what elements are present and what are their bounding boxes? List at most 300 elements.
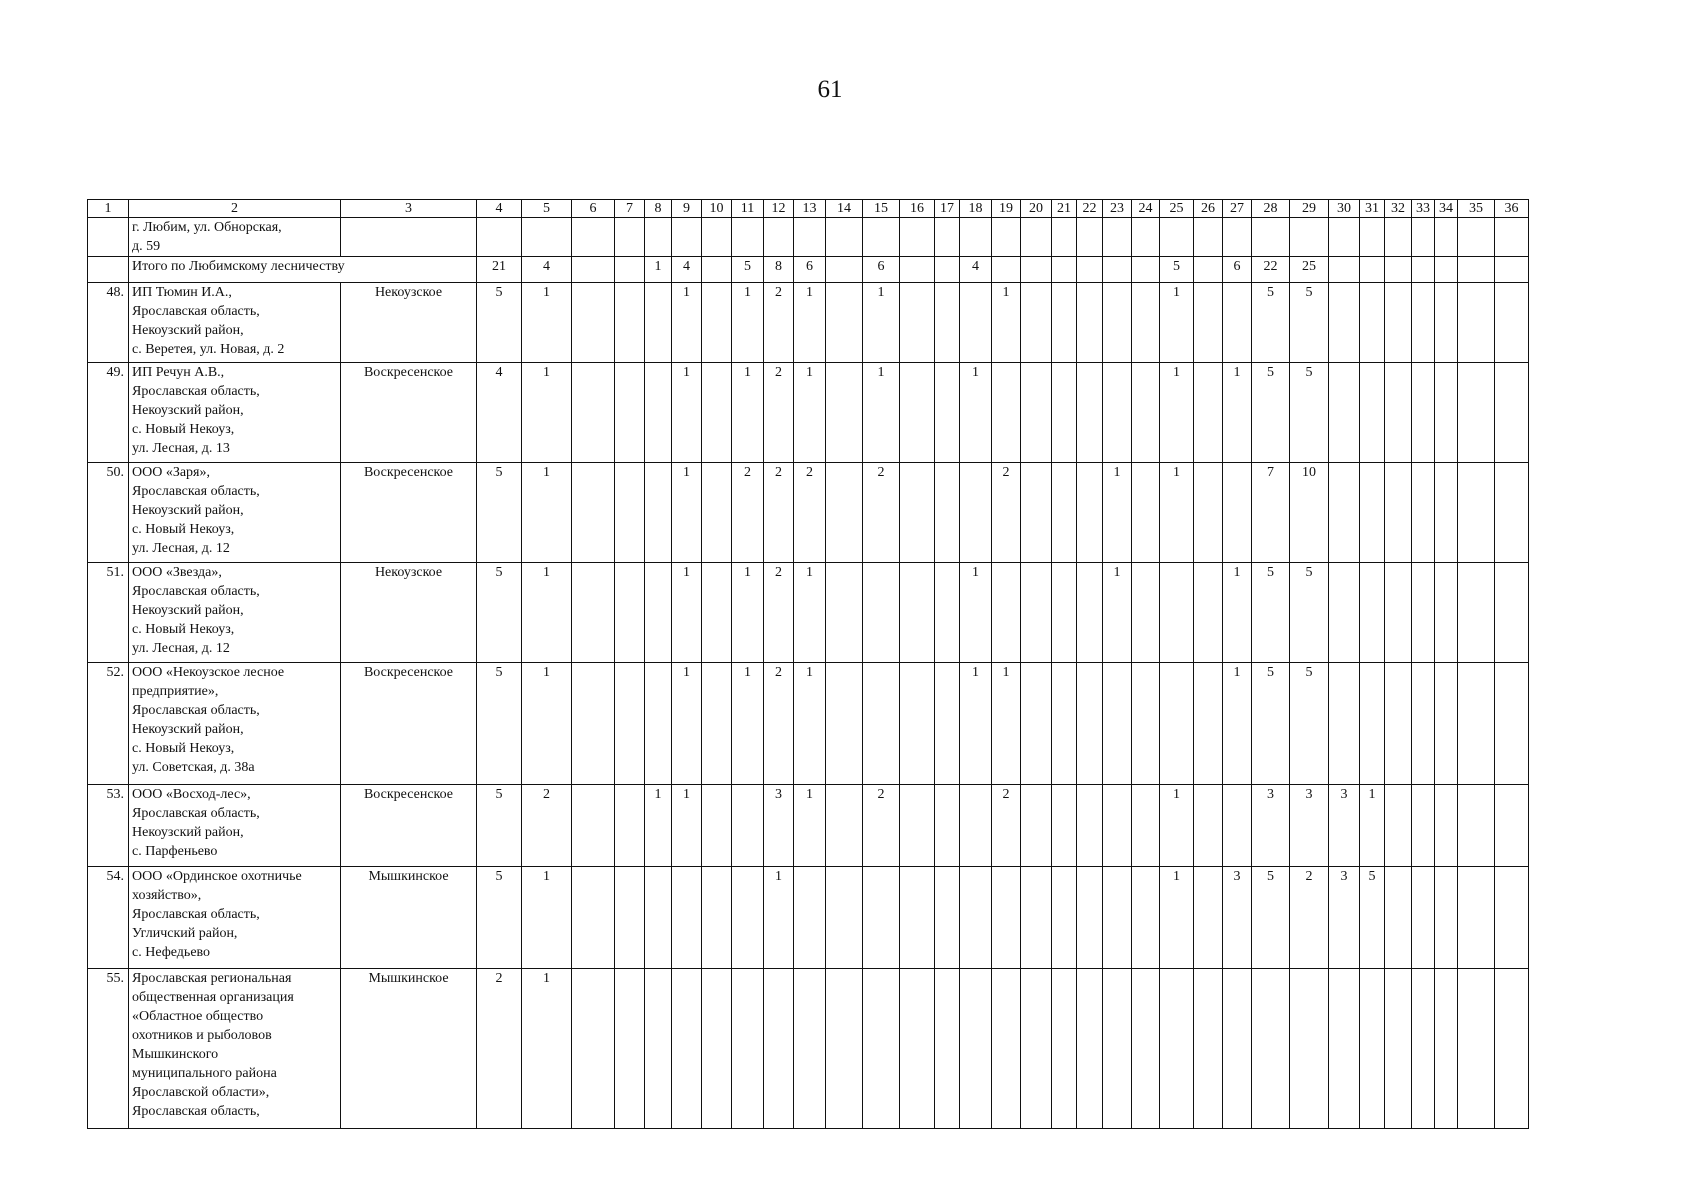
value-cell: [615, 563, 645, 663]
value-cell: 3: [1252, 785, 1290, 867]
value-cell: 2: [764, 363, 794, 463]
value-cell: [1360, 257, 1385, 283]
organization-line: ул. Лесная, д. 13: [132, 441, 230, 456]
header-cell: 28: [1252, 200, 1290, 218]
value-cell: 1: [522, 463, 572, 563]
value-cell: [1458, 785, 1495, 867]
value-cell: [1021, 785, 1052, 867]
header-cell: 17: [935, 200, 960, 218]
value-cell: [1132, 969, 1160, 1129]
value-cell: [1329, 283, 1360, 363]
organization-line: Ярославская область,: [132, 304, 260, 319]
value-cell: 1: [764, 867, 794, 969]
total-row: [88, 257, 1529, 283]
value-cell: [1385, 969, 1412, 1129]
organization-line: ул. Советская, д. 38а: [132, 760, 255, 775]
value-cell: [1360, 969, 1385, 1129]
table-row: [88, 663, 1529, 785]
value-cell: 1: [672, 663, 702, 785]
value-cell: [1077, 363, 1103, 463]
value-cell: [1329, 218, 1360, 257]
value-cell: [960, 283, 992, 363]
value-cell: [702, 283, 732, 363]
row-number-cell: 55.: [88, 969, 129, 1129]
value-cell: 1: [1223, 363, 1252, 463]
value-cell: [1103, 663, 1132, 785]
value-cell: [900, 363, 935, 463]
value-cell: [615, 218, 645, 257]
header-cell: 15: [863, 200, 900, 218]
value-cell: 1: [645, 257, 672, 283]
organization-line: Некоузский район,: [132, 503, 244, 518]
value-cell: 5: [477, 867, 522, 969]
value-cell: 5: [477, 463, 522, 563]
value-cell: 1: [522, 663, 572, 785]
value-cell: [1052, 463, 1077, 563]
value-cell: [615, 785, 645, 867]
header-cell: 35: [1458, 200, 1495, 218]
value-cell: [1103, 969, 1132, 1129]
value-cell: [1103, 283, 1132, 363]
header-cell: 25: [1160, 200, 1194, 218]
district-cell: Некоузское: [341, 283, 477, 363]
value-cell: 1: [1103, 463, 1132, 563]
value-cell: [1021, 218, 1052, 257]
value-cell: [1435, 218, 1458, 257]
value-cell: [1132, 257, 1160, 283]
value-cell: [1194, 663, 1223, 785]
value-cell: [826, 663, 863, 785]
value-cell: [1329, 463, 1360, 563]
value-cell: [794, 969, 826, 1129]
value-cell: 1: [672, 463, 702, 563]
organization-line: предприятие»,: [132, 684, 219, 699]
district-cell: Мышкинское: [341, 867, 477, 969]
value-cell: [935, 563, 960, 663]
value-cell: [992, 563, 1021, 663]
table-row: [88, 969, 1529, 1129]
value-cell: [1160, 969, 1194, 1129]
value-cell: [1360, 283, 1385, 363]
organization-line: Ярославской области»,: [132, 1085, 270, 1100]
value-cell: 1: [992, 663, 1021, 785]
value-cell: 5: [1160, 257, 1194, 283]
value-cell: [1077, 867, 1103, 969]
value-cell: [1052, 663, 1077, 785]
value-cell: [1412, 463, 1435, 563]
value-cell: [1385, 785, 1412, 867]
value-cell: [1223, 218, 1252, 257]
value-cell: [1385, 218, 1412, 257]
header-cell: 6: [572, 200, 615, 218]
value-cell: 4: [672, 257, 702, 283]
value-cell: [1458, 867, 1495, 969]
value-cell: 1: [645, 785, 672, 867]
value-cell: [826, 969, 863, 1129]
value-cell: [1495, 867, 1529, 969]
header-cell: 4: [477, 200, 522, 218]
table-row: [88, 563, 1529, 663]
value-cell: [1360, 363, 1385, 463]
value-cell: [702, 463, 732, 563]
value-cell: 1: [863, 363, 900, 463]
value-cell: [1160, 218, 1194, 257]
value-cell: 1: [522, 563, 572, 663]
value-cell: [615, 363, 645, 463]
value-cell: [1103, 867, 1132, 969]
value-cell: [572, 867, 615, 969]
value-cell: [645, 363, 672, 463]
value-cell: 2: [863, 785, 900, 867]
row-number-cell: 52.: [88, 663, 129, 785]
header-row: [88, 200, 1529, 218]
value-cell: [1077, 218, 1103, 257]
value-cell: [1077, 969, 1103, 1129]
value-cell: 21: [477, 257, 522, 283]
header-cell: 22: [1077, 200, 1103, 218]
district-cell: Воскресенское: [341, 663, 477, 785]
value-cell: [1160, 663, 1194, 785]
value-cell: [1021, 283, 1052, 363]
value-cell: [1052, 785, 1077, 867]
value-cell: 6: [863, 257, 900, 283]
header-cell: 18: [960, 200, 992, 218]
value-cell: [826, 867, 863, 969]
value-cell: [1132, 563, 1160, 663]
value-cell: [1132, 867, 1160, 969]
value-cell: 1: [522, 283, 572, 363]
value-cell: [900, 283, 935, 363]
value-cell: 1: [732, 283, 764, 363]
value-cell: [935, 463, 960, 563]
value-cell: [1194, 218, 1223, 257]
value-cell: [645, 218, 672, 257]
value-cell: [826, 463, 863, 563]
organization-line: с. Нефедьево: [132, 945, 211, 960]
value-cell: 8: [764, 257, 794, 283]
value-cell: 3: [1290, 785, 1329, 867]
value-cell: [572, 283, 615, 363]
value-cell: 1: [1360, 785, 1385, 867]
value-cell: 1: [1223, 563, 1252, 663]
header-cell: 11: [732, 200, 764, 218]
value-cell: 1: [794, 663, 826, 785]
value-cell: [572, 663, 615, 785]
value-cell: [1021, 463, 1052, 563]
value-cell: [1052, 283, 1077, 363]
value-cell: [645, 283, 672, 363]
table-row: [88, 785, 1529, 867]
organization-line: г. Любим, ул. Обнорская,: [132, 220, 282, 235]
value-cell: [900, 785, 935, 867]
header-cell: 8: [645, 200, 672, 218]
value-cell: [900, 463, 935, 563]
header-cell: 29: [1290, 200, 1329, 218]
value-cell: [1435, 257, 1458, 283]
value-cell: [1385, 663, 1412, 785]
value-cell: [732, 969, 764, 1129]
value-cell: 1: [794, 785, 826, 867]
value-cell: 1: [672, 283, 702, 363]
value-cell: [615, 663, 645, 785]
value-cell: [1412, 867, 1435, 969]
value-cell: [1495, 463, 1529, 563]
value-cell: [615, 969, 645, 1129]
value-cell: [1412, 785, 1435, 867]
value-cell: 2: [732, 463, 764, 563]
value-cell: [702, 363, 732, 463]
header-cell: 5: [522, 200, 572, 218]
header-cell: 36: [1495, 200, 1529, 218]
value-cell: [1458, 563, 1495, 663]
header-cell: 7: [615, 200, 645, 218]
district-cell: Некоузское: [341, 563, 477, 663]
value-cell: [1290, 969, 1329, 1129]
organization-cell: [129, 867, 341, 969]
value-cell: 1: [863, 283, 900, 363]
organization-line: Ярославская область,: [132, 384, 260, 399]
value-cell: 1: [1160, 463, 1194, 563]
value-cell: 5: [1252, 663, 1290, 785]
header-cell: 34: [1435, 200, 1458, 218]
header-cell: 9: [672, 200, 702, 218]
value-cell: 1: [672, 363, 702, 463]
value-cell: [1194, 969, 1223, 1129]
value-cell: [1412, 283, 1435, 363]
value-cell: [863, 867, 900, 969]
value-cell: [1435, 283, 1458, 363]
organization-cell: [129, 283, 341, 363]
value-cell: [1223, 463, 1252, 563]
value-cell: [1495, 257, 1529, 283]
value-cell: [794, 218, 826, 257]
value-cell: 5: [477, 563, 522, 663]
row-number-cell: [88, 218, 129, 257]
value-cell: [1412, 969, 1435, 1129]
value-cell: [1132, 785, 1160, 867]
value-cell: 2: [764, 283, 794, 363]
value-cell: [1329, 563, 1360, 663]
organization-line: Ярославская область,: [132, 484, 260, 499]
page-number: 61: [817, 76, 843, 103]
value-cell: [732, 785, 764, 867]
value-cell: [1385, 463, 1412, 563]
value-cell: [900, 867, 935, 969]
organization-line: Ярославская область,: [132, 703, 260, 718]
value-cell: 1: [1160, 785, 1194, 867]
district-cell: Воскресенское: [341, 463, 477, 563]
value-cell: 2: [477, 969, 522, 1129]
value-cell: [1132, 463, 1160, 563]
value-cell: [1435, 463, 1458, 563]
value-cell: [1103, 363, 1132, 463]
value-cell: [1077, 663, 1103, 785]
value-cell: [1385, 563, 1412, 663]
value-cell: 1: [732, 363, 764, 463]
value-cell: [1458, 218, 1495, 257]
value-cell: 3: [1329, 785, 1360, 867]
value-cell: 1: [992, 283, 1021, 363]
organization-cell: [129, 663, 341, 785]
value-cell: 2: [764, 463, 794, 563]
value-cell: [1194, 257, 1223, 283]
value-cell: [992, 218, 1021, 257]
value-cell: 1: [672, 563, 702, 663]
row-number-cell: 54.: [88, 867, 129, 969]
row-number-cell: 50.: [88, 463, 129, 563]
value-cell: [732, 218, 764, 257]
header-cell: 24: [1132, 200, 1160, 218]
value-cell: [1495, 283, 1529, 363]
value-cell: 1: [522, 867, 572, 969]
value-cell: [645, 867, 672, 969]
table-row: [88, 363, 1529, 463]
value-cell: [1223, 785, 1252, 867]
organization-line: ООО «Заря»,: [132, 465, 210, 480]
value-cell: [572, 363, 615, 463]
row-number-cell: 49.: [88, 363, 129, 463]
value-cell: 1: [960, 363, 992, 463]
value-cell: [1412, 563, 1435, 663]
value-cell: [826, 283, 863, 363]
header-cell: 32: [1385, 200, 1412, 218]
value-cell: [826, 563, 863, 663]
header-cell: 33: [1412, 200, 1435, 218]
value-cell: [1021, 867, 1052, 969]
value-cell: 2: [794, 463, 826, 563]
organization-line: ООО «Ординское охотничье: [132, 869, 302, 884]
value-cell: [1412, 363, 1435, 463]
value-cell: [1458, 363, 1495, 463]
organization-line: ООО «Некоузское лесное: [132, 665, 285, 680]
table-row: [88, 867, 1529, 969]
organization-line: ООО «Звезда»,: [132, 565, 222, 580]
header-cell: 14: [826, 200, 863, 218]
value-cell: [1495, 363, 1529, 463]
value-cell: [1077, 257, 1103, 283]
table-row: [88, 218, 1529, 257]
value-cell: [1052, 218, 1077, 257]
value-cell: [863, 663, 900, 785]
value-cell: [1385, 283, 1412, 363]
value-cell: [672, 867, 702, 969]
value-cell: [1385, 363, 1412, 463]
value-cell: [764, 218, 794, 257]
value-cell: [645, 969, 672, 1129]
value-cell: [900, 663, 935, 785]
value-cell: [764, 969, 794, 1129]
value-cell: [615, 283, 645, 363]
value-cell: [1103, 218, 1132, 257]
value-cell: [1021, 363, 1052, 463]
value-cell: [702, 867, 732, 969]
organization-line: с. Новый Некоуз,: [132, 422, 235, 437]
value-cell: [1435, 363, 1458, 463]
value-cell: [1360, 463, 1385, 563]
value-cell: [1194, 867, 1223, 969]
table-row: [88, 463, 1529, 563]
value-cell: 22: [1252, 257, 1290, 283]
value-cell: [960, 969, 992, 1129]
value-cell: [1252, 218, 1290, 257]
value-cell: 4: [960, 257, 992, 283]
value-cell: [1252, 969, 1290, 1129]
value-cell: 3: [764, 785, 794, 867]
value-cell: [992, 969, 1021, 1129]
header-cell: 2: [129, 200, 341, 218]
value-cell: [1052, 969, 1077, 1129]
value-cell: [522, 218, 572, 257]
organization-line: с. Новый Некоуз,: [132, 622, 235, 637]
value-cell: [1458, 663, 1495, 785]
value-cell: [672, 969, 702, 1129]
value-cell: 1: [672, 785, 702, 867]
value-cell: [732, 867, 764, 969]
value-cell: [960, 867, 992, 969]
value-cell: [863, 969, 900, 1129]
header-cell: 19: [992, 200, 1021, 218]
organization-line: Некоузский район,: [132, 323, 244, 338]
table-row: [88, 283, 1529, 363]
value-cell: [1495, 969, 1529, 1129]
organization-cell: [129, 563, 341, 663]
value-cell: 1: [1103, 563, 1132, 663]
value-cell: 4: [477, 363, 522, 463]
value-cell: [1458, 969, 1495, 1129]
value-cell: 1: [794, 363, 826, 463]
district-cell: Воскресенское: [341, 785, 477, 867]
header-cell: 12: [764, 200, 794, 218]
value-cell: [826, 785, 863, 867]
value-cell: 5: [1290, 363, 1329, 463]
district-cell: Воскресенское: [341, 363, 477, 463]
value-cell: 1: [1160, 283, 1194, 363]
value-cell: 25: [1290, 257, 1329, 283]
value-cell: [702, 257, 732, 283]
header-cell: 13: [794, 200, 826, 218]
value-cell: [935, 969, 960, 1129]
value-cell: 2: [992, 463, 1021, 563]
value-cell: [1385, 257, 1412, 283]
organization-line: Угличский район,: [132, 926, 238, 941]
value-cell: [702, 563, 732, 663]
district-cell: Мышкинское: [341, 969, 477, 1129]
header-cell: 31: [1360, 200, 1385, 218]
value-cell: [1435, 563, 1458, 663]
row-number-cell: [88, 257, 129, 283]
value-cell: [1194, 363, 1223, 463]
row-number-cell: 53.: [88, 785, 129, 867]
organization-line: хозяйство»,: [132, 888, 202, 903]
value-cell: [1194, 463, 1223, 563]
value-cell: [1435, 969, 1458, 1129]
value-cell: [935, 218, 960, 257]
organization-line: охотников и рыболовов: [132, 1028, 272, 1043]
header-cell: 3: [341, 200, 477, 218]
organization-line: Ярославская область,: [132, 584, 260, 599]
value-cell: [1360, 663, 1385, 785]
organization-line: Некоузский район,: [132, 825, 244, 840]
organization-line: ИП Речун А.В.,: [132, 365, 225, 380]
value-cell: 3: [1329, 867, 1360, 969]
value-cell: 1: [1160, 363, 1194, 463]
value-cell: [935, 257, 960, 283]
value-cell: 5: [1252, 363, 1290, 463]
value-cell: [1052, 257, 1077, 283]
value-cell: [1052, 563, 1077, 663]
value-cell: [1495, 563, 1529, 663]
header-cell: 21: [1052, 200, 1077, 218]
